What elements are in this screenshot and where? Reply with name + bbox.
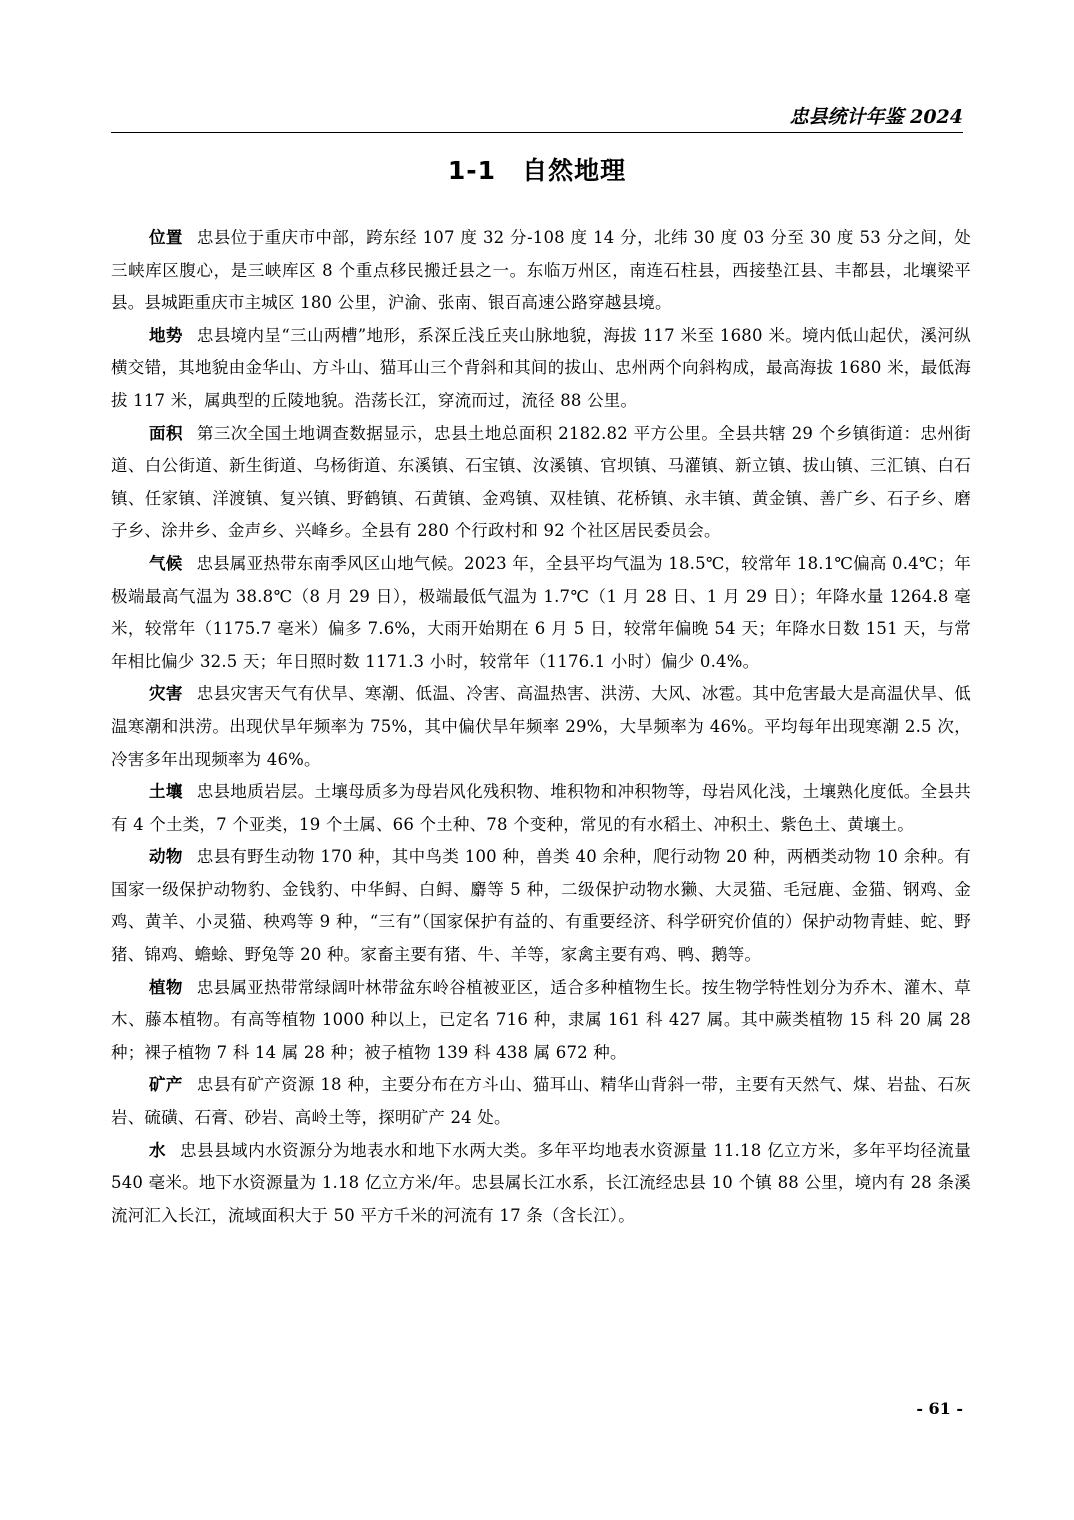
paragraph-location (111, 222, 971, 320)
paragraph-disasters (111, 678, 971, 776)
paragraph-label: 气候 (149, 553, 183, 573)
paragraph-label: 灾害 (149, 684, 183, 704)
content-body (111, 222, 971, 1232)
paragraph-text: 忠县属亚热带东南季风区山地气候。2023 年，全县平均气温为 18.5℃，较常年 18.1℃偏高 0.4℃；年极端最高气温为 38.8℃（8 月 29 日），极端最低气温为 1.7℃（1 月 28 日、1 月 29 日）；年降水量 1264.8 毫米，较常年（1175.7 毫米）偏多 7.6%，大雨开始期在 6 月 5 日，较常年偏晚 54 天；年降水日数 151 天，与常年相比偏少 32.5 天；年日照时数 1171.3 小时，较常年（1176.1 小时）偏少 0.4%。 (111, 553, 971, 671)
paragraph-animals (111, 841, 971, 971)
paragraph-climate (111, 548, 971, 678)
paragraph-text: 第三次全国土地调查数据显示，忠县土地总面积 2182.82 平方公里。全县共辖 29 个乡镇街道：忠州街道、白公街道、新生街道、乌杨街道、东溪镇、石宝镇、汝溪镇、官坝镇、马灌镇、新立镇、拔山镇、三汇镇、白石镇、任家镇、洋渡镇、复兴镇、野鹤镇、石黄镇、金鸡镇、双桂镇、花桥镇、永丰镇、黄金镇、善广乡、石子乡、磨子乡、涂井乡、金声乡、兴峰乡。全县有 280 个行政村和 92 个社区居民委员会。 (111, 423, 972, 541)
paragraph-soil (111, 776, 971, 841)
page-title (0, 152, 1074, 190)
section-number: 1-1 (447, 156, 497, 185)
paragraph-label: 位置 (149, 228, 183, 247)
paragraph-label: 动物 (149, 847, 183, 867)
running-header: 忠县统计年鉴 2024 (789, 106, 963, 128)
paragraph-plants (111, 972, 971, 1070)
paragraph-minerals (111, 1069, 971, 1134)
paragraph-label: 植物 (149, 977, 183, 997)
paragraph-label: 面积 (149, 423, 183, 443)
paragraph-text: 忠县境内呈“三山两槽”地形，系深丘浅丘夹山脉地貌，海拔 117 米至 1680 米。境内低山起伏，溪河纵横交错，其地貌由金华山、方斗山、猫耳山三个背斜和其间的拔山、忠州两个向斜构成，最高海拔 1680 米，最低海拔 117 米，属典型的丘陵地貌。浩荡长江，穿流而过，流径 88 公里。 (111, 325, 971, 410)
paragraph-label: 矿产 (149, 1075, 183, 1095)
paragraph-text: 忠县有矿产资源 18 种，主要分布在方斗山、猫耳山、精华山背斜一带，主要有天然气、煤、岩盐、石灰岩、硫磺、石膏、砂岩、高岭土等，探明矿产 24 处。 (111, 1075, 972, 1128)
paragraph-text: 忠县属亚热带常绿阔叶林带盆东岭谷植被亚区，适合多种植物生长。按生物学特性划分为乔木、灌木、草木、藤本植物。有高等植物 1000 种以上，已定名 716 种，隶属 161 科 427 属。其中蕨类植物 15 科 20 属 28 种；裸子植物 7 科 14 属 28 种；被子植物 139 科 438 属 672 种。 (111, 977, 972, 1062)
paragraph-water (111, 1135, 971, 1233)
paragraph-text: 忠县地质岩层。土壤母质多为母岩风化残积物、堆积物和冲积物等，母岩风化浅，土壤熟化度低。全县共有 4 个土类，7 个亚类，19 个土属、66 个土种、78 个变种，常见的有水稻土、冲积土、紫色土、黄壤土。 (111, 782, 972, 834)
paragraph-terrain (111, 320, 971, 418)
section-title: 自然地理 (522, 156, 627, 185)
paragraph-text: 忠县县域内水资源分为地表水和地下水两大类。多年平均地表水资源量 11.18 亿立方米，多年平均径流量 540 毫米。地下水资源量为 1.18 亿立方米/年。忠县属长江水系，长江流经忠县 10 个镇 88 公里，境内有 28 条溪流河汇入长江，流域面积大于 50 平方千米的河流有 17 条（含长江）。 (111, 1140, 971, 1225)
header-rule (111, 132, 963, 133)
paragraph-text: 忠县位于重庆市中部，跨东经 107 度 32 分-108 度 14 分，北纬 30 度 03 分至 30 度 53 分之间，处三峡库区腹心，是三峡库区 8 个重点移民搬迁县之一。东临万州区，南连石柱县，西接垫江县、丰都县，北壤梁平县。县城距重庆市主城区 180 公里，沪渝、张南、银百高速公路穿越县境。 (111, 228, 971, 313)
paragraph-label: 地势 (149, 325, 183, 345)
paragraph-label: 水 (149, 1140, 167, 1160)
paragraph-text: 忠县有野生动物 170 种，其中鸟类 100 种，兽类 40 余种，爬行动物 20 种，两栖类动物 10 余种。有国家一级保护动物豹、金钱豹、中华鲟、白鲟、麝等 5 种，二级保护动物水獭、大灵猫、毛冠鹿、金猫、钢鸡、金鸡、黄羊、小灵猫、秧鸡等 9 种，“三有”（国家保护有益的、有重要经济、科学研究价值的）保护动物青蛙、蛇、野猪、锦鸡、蟾蜍、野兔等 20 种。家畜主要有猪、牛、羊等，家禽主要有鸡、鸭、鹅等。 (111, 847, 971, 965)
paragraph-text: 忠县灾害天气有伏旱、寒潮、低温、冷害、高温热害、洪涝、大风、冰雹。其中危害最大是高温伏旱、低温寒潮和洪涝。出现伏旱年频率为 75%，其中偏伏旱年频率 29%，大旱频率为 46%。平均每年出现寒潮 2.5 次，冷害多年出现频率为 46%。 (111, 684, 972, 769)
paragraph-area (111, 418, 971, 548)
paragraph-label: 土壤 (149, 782, 183, 802)
page-number: - 61 - (916, 1399, 963, 1418)
